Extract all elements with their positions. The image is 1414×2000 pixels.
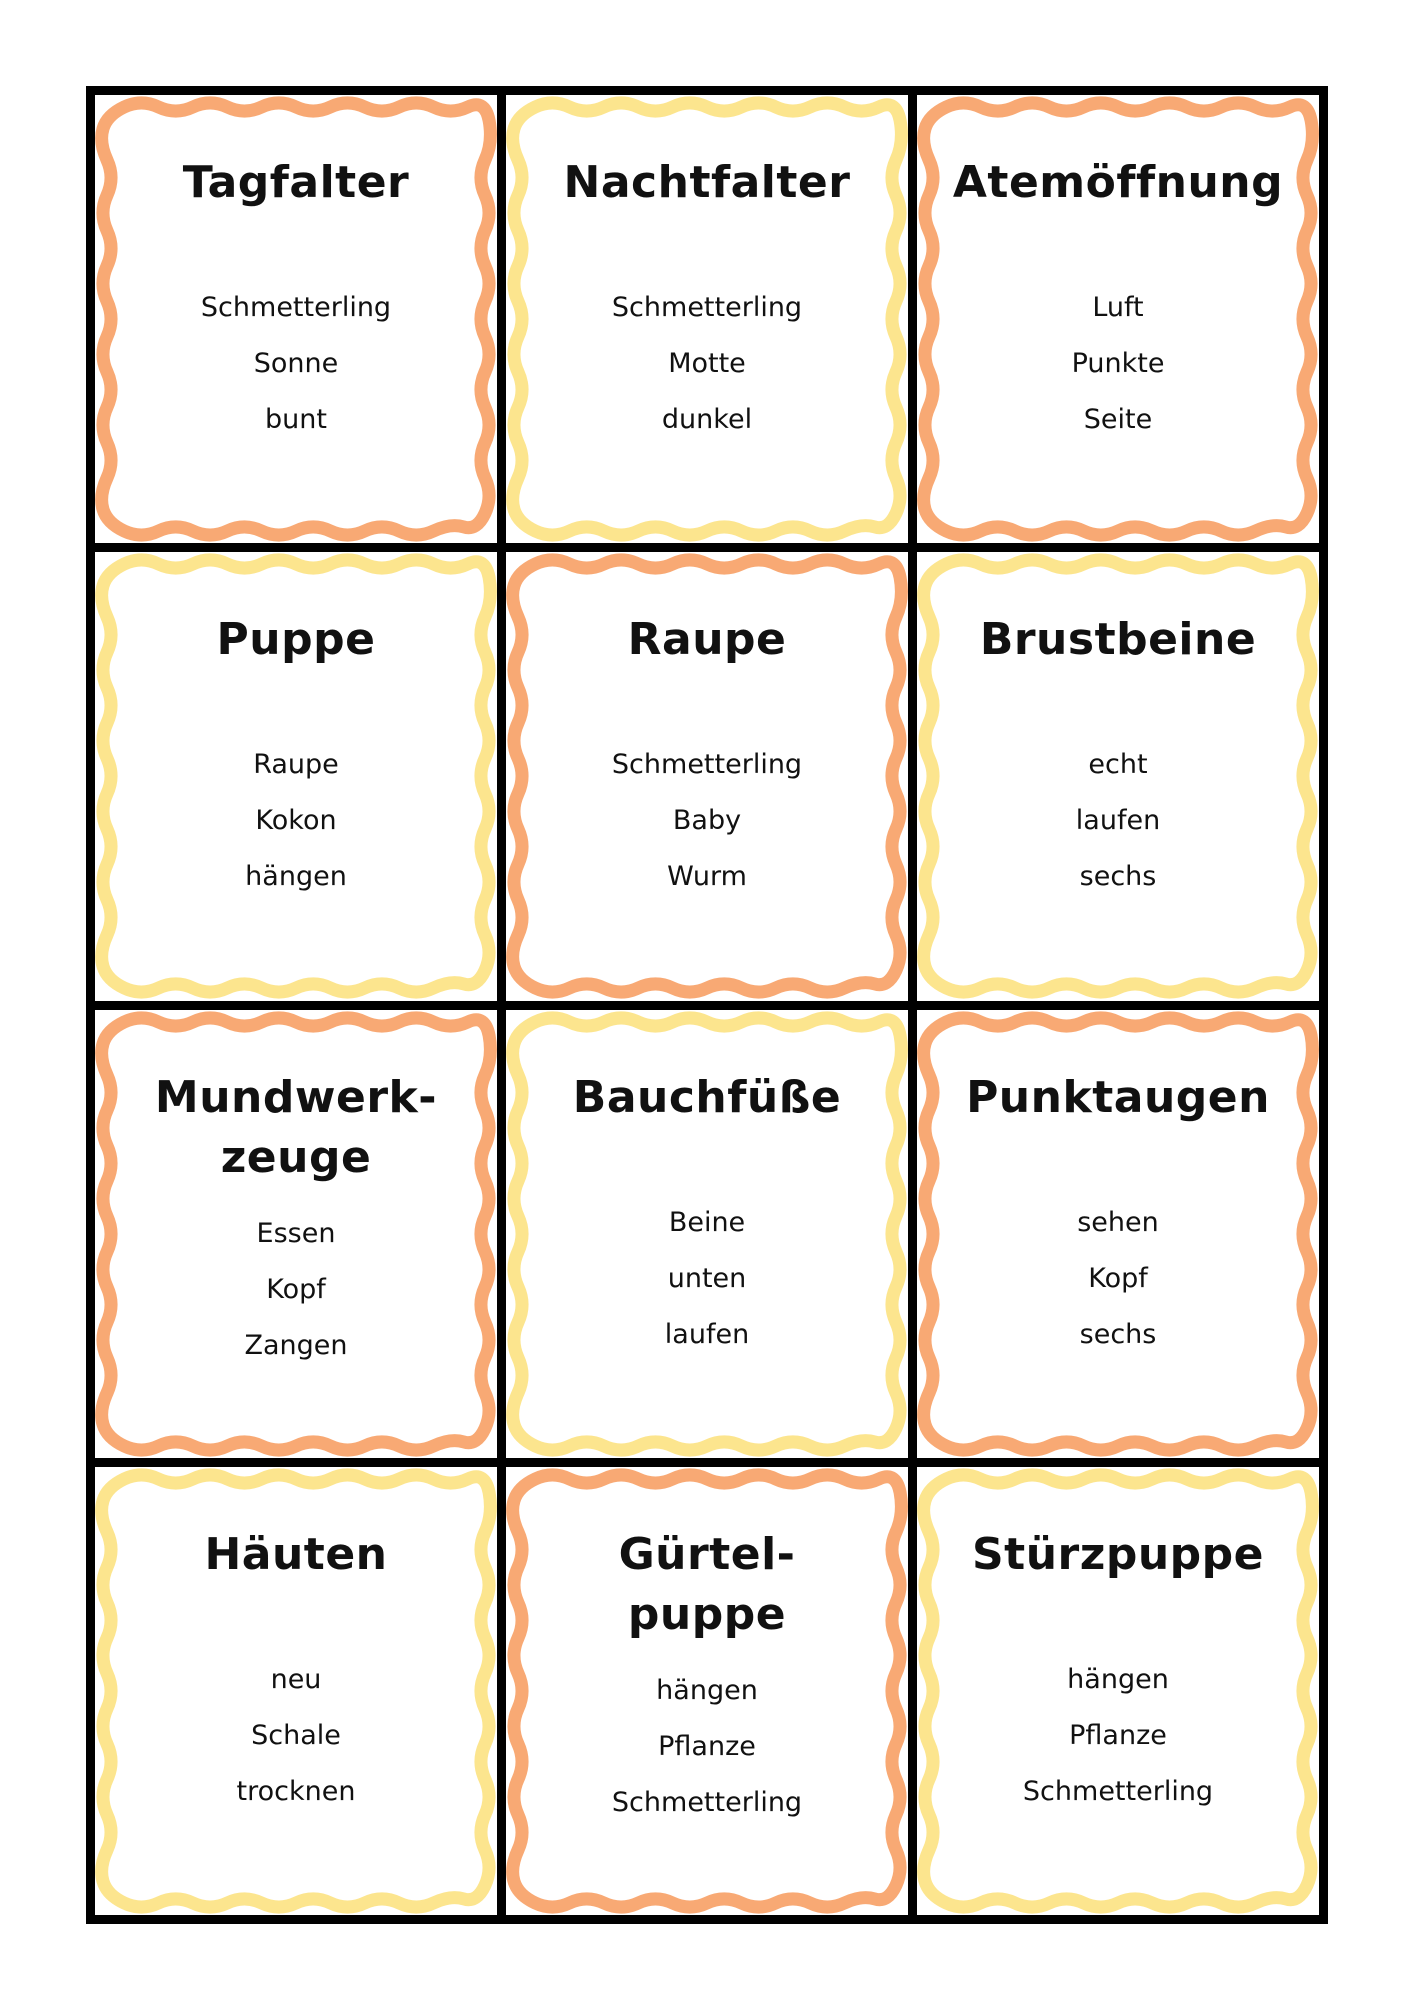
card-title — [526, 1525, 888, 1645]
card-title-line: Stürzpuppe — [971, 1528, 1264, 1580]
card-word: Essen — [256, 1217, 336, 1249]
card-word: Luft — [1092, 292, 1144, 323]
card-title-line: Brustbeine — [979, 614, 1257, 666]
card-word: Baby — [672, 805, 742, 837]
card-word: sehen — [1077, 1206, 1159, 1238]
card-word: echt — [1088, 749, 1148, 781]
card-title-line: Tagfalter — [182, 157, 410, 208]
card-word: Zangen — [244, 1329, 348, 1361]
card-word-list — [95, 280, 497, 448]
card-title-line: Punktaugen — [966, 1071, 1270, 1123]
word-card — [506, 1467, 908, 1915]
card-word: laufen — [664, 1318, 750, 1350]
card-word-list — [506, 737, 908, 905]
card-content — [917, 1467, 1319, 1915]
card-word: Motte — [668, 348, 746, 379]
card-title-line: Häuten — [204, 1528, 388, 1580]
card-word: Punkte — [1071, 348, 1165, 379]
card-content — [506, 1467, 908, 1915]
word-card — [917, 1467, 1319, 1915]
word-card — [95, 95, 497, 543]
card-word: Seite — [1083, 404, 1153, 435]
card-word: trocknen — [236, 1775, 356, 1807]
card-word: Kokon — [255, 805, 337, 837]
word-card — [95, 1010, 497, 1458]
card-title-line: Mundwerk- — [154, 1071, 438, 1123]
word-card — [506, 95, 908, 543]
card-sheet — [86, 86, 1328, 1924]
card-content — [506, 552, 908, 1000]
card-word: Sonne — [253, 348, 339, 379]
card-word-list — [506, 1663, 908, 1831]
card-word: bunt — [265, 404, 327, 435]
card-content — [95, 1010, 497, 1458]
card-word-list — [95, 1206, 497, 1374]
card-title-line: Bauchfüße — [572, 1071, 842, 1123]
card-content — [917, 95, 1319, 543]
card-title-line: Nachtfalter — [563, 157, 851, 208]
card-title — [115, 1525, 477, 1585]
card-title-line: Gürtel- — [618, 1528, 796, 1580]
card-title — [526, 610, 888, 670]
card-word: hängen — [656, 1674, 758, 1706]
card-word: sechs — [1079, 861, 1157, 893]
card-word: laufen — [1075, 805, 1161, 837]
card-word-list — [917, 737, 1319, 905]
card-content — [506, 95, 908, 543]
card-word: hängen — [245, 861, 347, 893]
card-word-list — [506, 280, 908, 448]
word-card — [95, 1467, 497, 1915]
card-word: Schmetterling — [200, 292, 392, 323]
card-word-list — [506, 1195, 908, 1363]
word-card — [506, 1010, 908, 1458]
card-title-line: puppe — [627, 1588, 787, 1640]
card-title — [937, 1068, 1299, 1128]
card-word-list — [917, 1652, 1319, 1820]
card-word: Kopf — [266, 1273, 326, 1305]
card-title — [115, 610, 477, 670]
card-title — [115, 1068, 477, 1188]
card-word-list — [95, 1652, 497, 1820]
card-content — [506, 1010, 908, 1458]
card-title — [937, 1525, 1299, 1585]
card-word: Kopf — [1088, 1262, 1148, 1294]
card-word: unten — [667, 1262, 747, 1294]
card-content — [917, 552, 1319, 1000]
word-card — [95, 552, 497, 1000]
card-word: Pflanze — [1069, 1719, 1167, 1751]
card-title-line: Atemöffnung — [952, 157, 1284, 208]
card-word: Schmetterling — [1022, 1775, 1214, 1807]
card-title — [937, 153, 1299, 213]
card-title — [526, 1068, 888, 1128]
card-word: Schmetterling — [611, 1786, 803, 1818]
card-content — [95, 95, 497, 543]
word-card — [917, 552, 1319, 1000]
card-word: hängen — [1067, 1663, 1169, 1695]
card-title — [937, 610, 1299, 670]
card-word: Schmetterling — [611, 292, 803, 323]
card-content — [95, 1467, 497, 1915]
card-word: neu — [270, 1663, 322, 1695]
card-word: Beine — [668, 1206, 746, 1238]
card-word: dunkel — [661, 404, 753, 435]
card-content — [917, 1010, 1319, 1458]
card-title-line: zeuge — [220, 1131, 372, 1183]
card-word-list — [917, 280, 1319, 448]
card-word: Wurm — [667, 861, 747, 893]
card-title — [115, 153, 477, 213]
card-word: Schale — [251, 1719, 341, 1751]
card-word: sechs — [1079, 1318, 1157, 1350]
card-word: Schmetterling — [611, 749, 803, 781]
word-card — [506, 552, 908, 1000]
card-word-list — [917, 1195, 1319, 1363]
card-content — [95, 552, 497, 1000]
card-title — [526, 153, 888, 213]
card-title-line: Raupe — [627, 614, 787, 666]
word-card — [917, 1010, 1319, 1458]
card-title-line: Puppe — [216, 614, 376, 666]
card-word: Pflanze — [658, 1730, 756, 1762]
card-word: Raupe — [253, 749, 339, 781]
card-word-list — [95, 737, 497, 905]
word-card — [917, 95, 1319, 543]
